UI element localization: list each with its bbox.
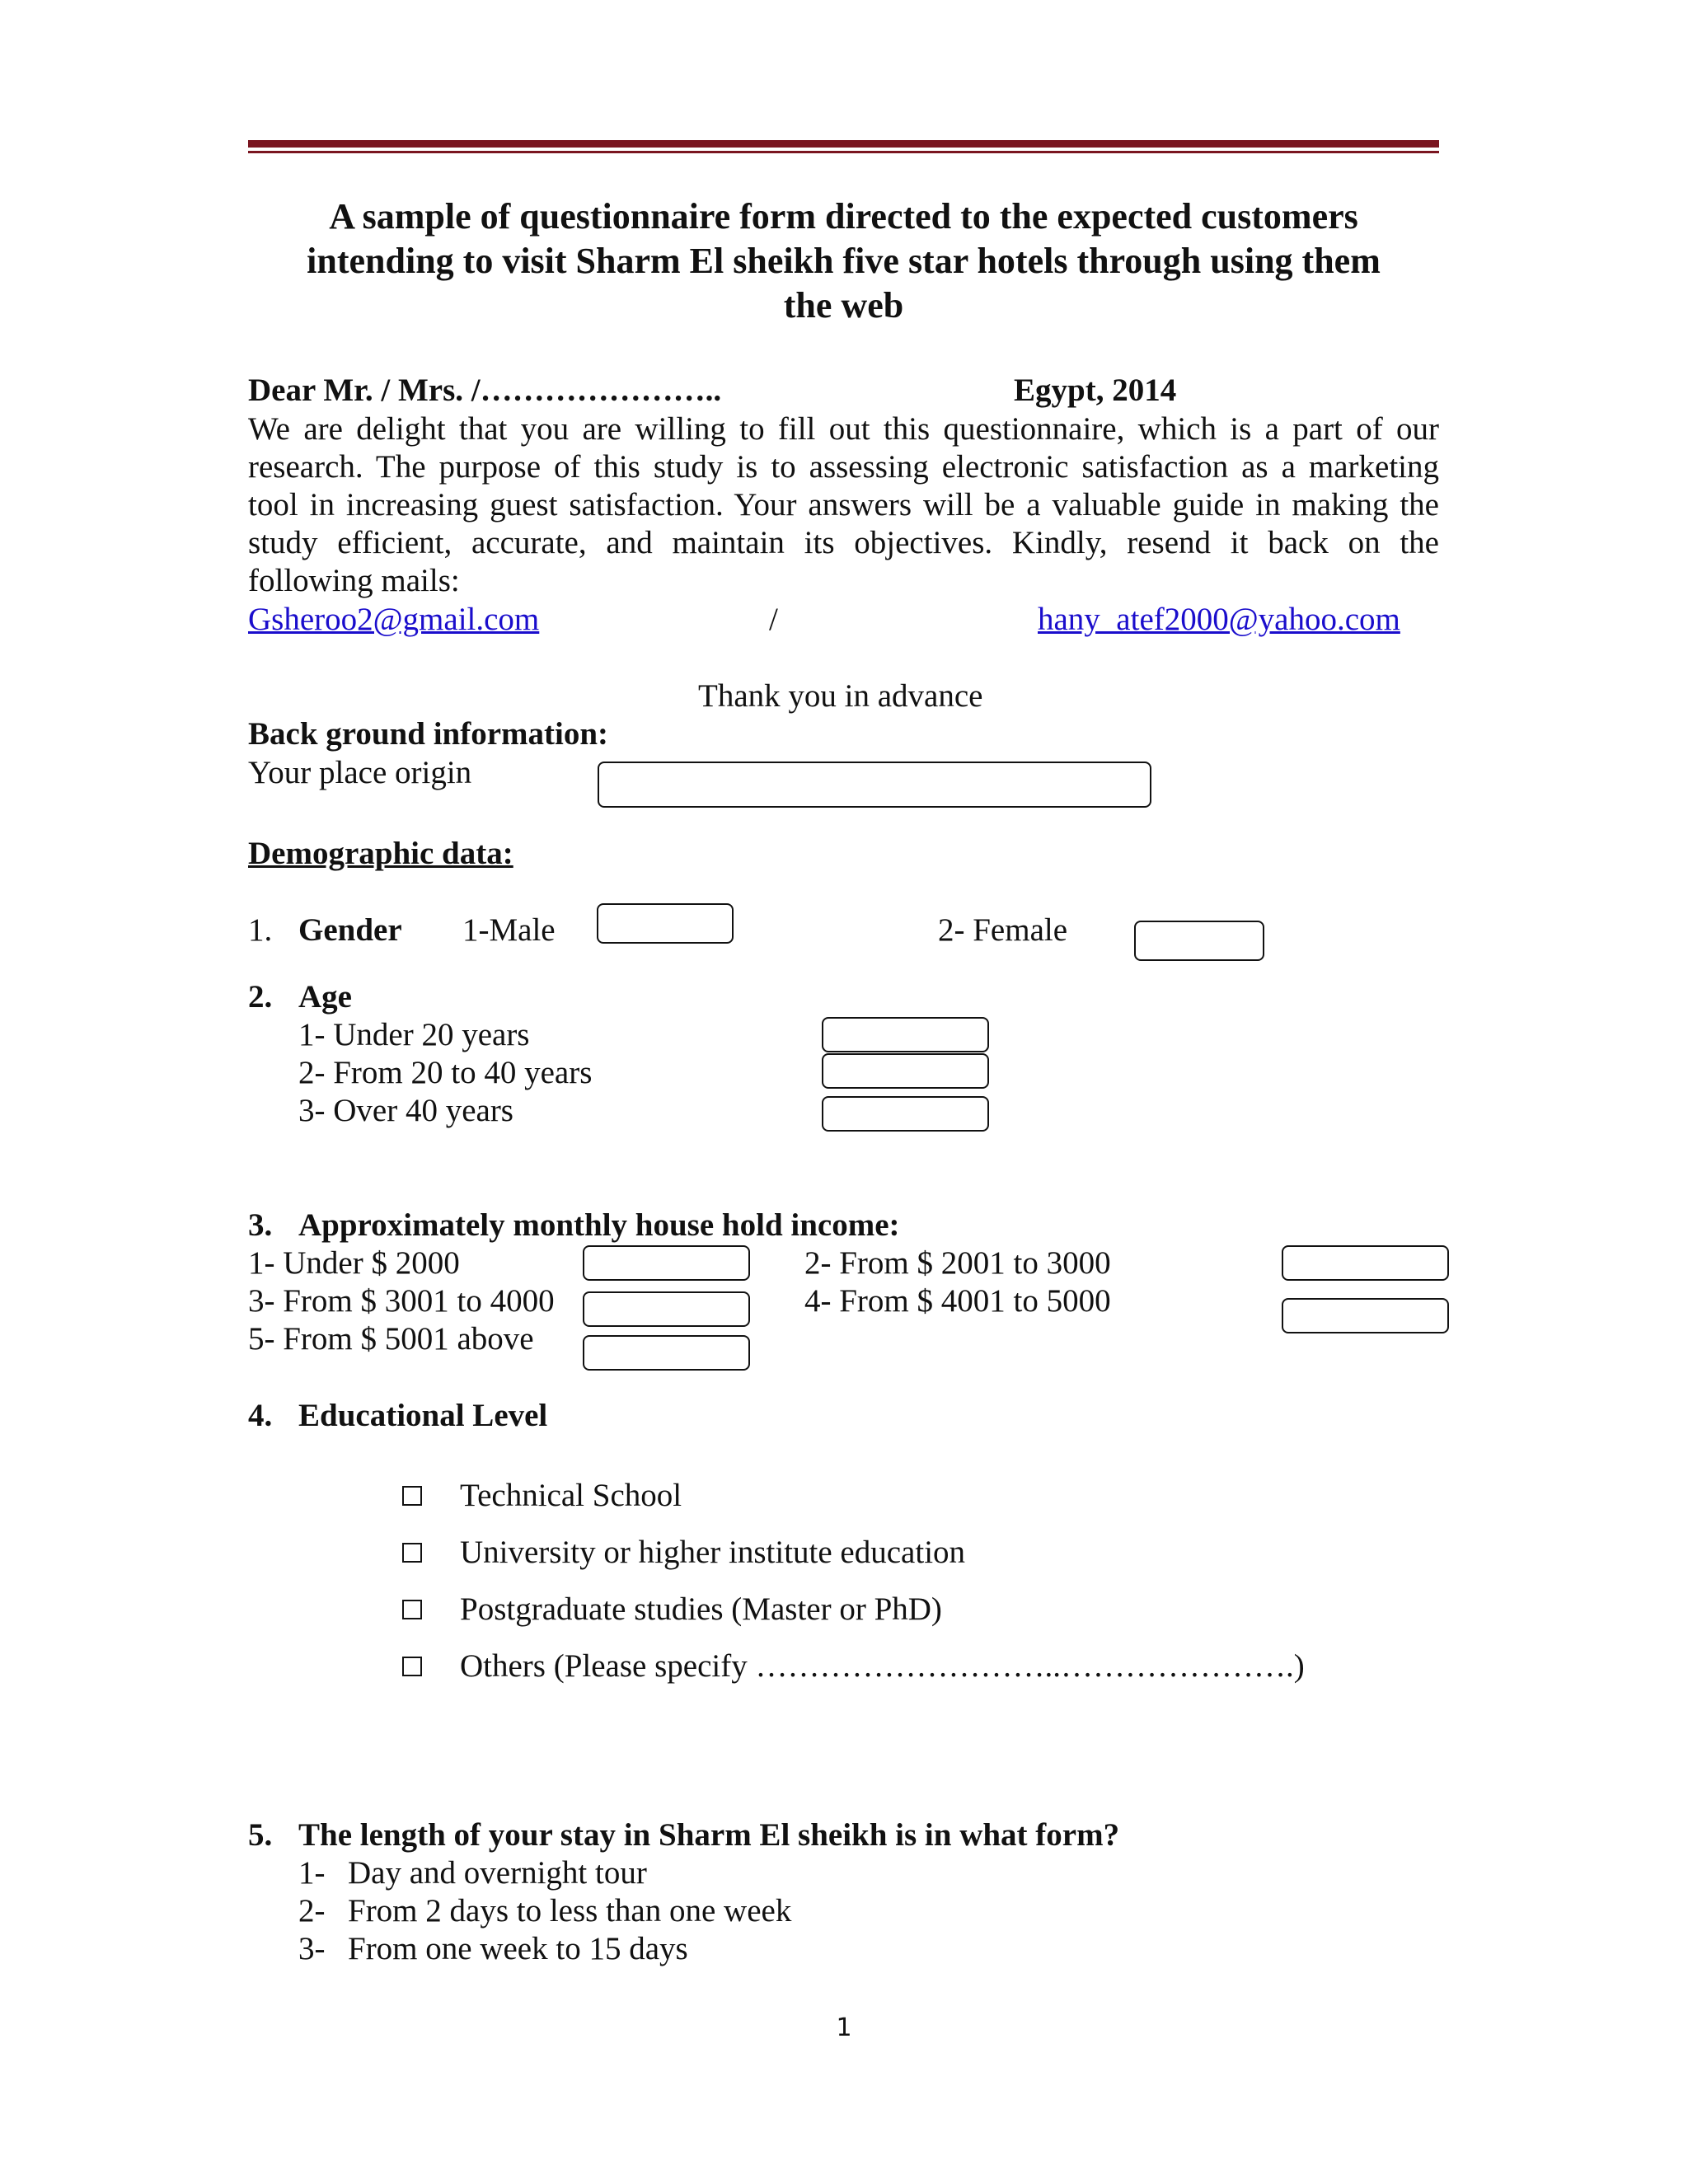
place-origin-label: Your place origin bbox=[248, 755, 472, 790]
header-rule-thick bbox=[248, 140, 1439, 148]
stay-option-3-num: 3- bbox=[298, 1931, 326, 1966]
document-title bbox=[248, 194, 1439, 328]
intro-line: study efficient, accurate, and maintain its objectives. Kindly, resend it back on the bbox=[248, 525, 1439, 560]
thanks-text: Thank you in advance bbox=[698, 678, 983, 714]
education-checkbox-1[interactable] bbox=[402, 1486, 422, 1506]
email-separator: / bbox=[769, 602, 778, 637]
education-checkbox-2[interactable] bbox=[402, 1543, 422, 1563]
gender-male-box[interactable] bbox=[597, 903, 734, 944]
email-link-yahoo[interactable]: hany_atef2000@yahoo.com bbox=[1038, 602, 1400, 637]
income-box-5[interactable] bbox=[583, 1335, 750, 1371]
income-option-2: 2- From $ 2001 to 3000 bbox=[804, 1245, 1111, 1281]
age-option-3: 3- Over 40 years bbox=[298, 1093, 513, 1128]
title-line-3: the web bbox=[783, 285, 904, 326]
income-option-4: 4- From $ 4001 to 5000 bbox=[804, 1283, 1111, 1319]
q4-number: 4. bbox=[248, 1398, 273, 1433]
q3-number: 3. bbox=[248, 1207, 273, 1243]
stay-option-1-num: 1- bbox=[298, 1855, 326, 1891]
place-date: Egypt, 2014 bbox=[1014, 373, 1177, 408]
age-box-3[interactable] bbox=[822, 1096, 989, 1132]
education-option-4: Others (Please specify ………………………..………………….) bbox=[460, 1648, 1305, 1684]
header-rule-thin bbox=[248, 151, 1439, 153]
age-box-2[interactable] bbox=[822, 1053, 989, 1089]
education-option-1: Technical School bbox=[460, 1478, 682, 1513]
q2-number: 2. bbox=[248, 979, 273, 1015]
title-line-1: A sample of questionnaire form directed to the expected customers bbox=[329, 196, 1358, 237]
title-line-2: intending to visit Sharm El sheikh five star hotels through using them bbox=[307, 241, 1381, 281]
stay-option-2-num: 2- bbox=[298, 1893, 326, 1929]
background-heading: Back ground information: bbox=[248, 716, 608, 752]
education-checkbox-4[interactable] bbox=[402, 1657, 422, 1676]
q5-number: 5. bbox=[248, 1817, 273, 1853]
gender-female-label: 2- Female bbox=[938, 912, 1068, 948]
place-origin-input[interactable] bbox=[598, 762, 1151, 808]
income-box-2[interactable] bbox=[1282, 1245, 1449, 1281]
page-number: 1 bbox=[836, 2013, 852, 2042]
q4-label: Educational Level bbox=[298, 1398, 548, 1433]
intro-line: research. The purpose of this study is to assessing electronic satisfaction as a marketing bbox=[248, 449, 1439, 485]
income-box-1[interactable] bbox=[583, 1245, 750, 1281]
income-option-5: 5- From $ 5001 above bbox=[248, 1321, 534, 1357]
age-option-2: 2- From 20 to 40 years bbox=[298, 1055, 593, 1090]
q1-label: Gender bbox=[298, 912, 402, 948]
email-link-gmail[interactable]: Gsheroo2@gmail.com bbox=[248, 602, 540, 637]
stay-option-2: From 2 days to less than one week bbox=[348, 1893, 792, 1929]
q1-number: 1. bbox=[248, 912, 273, 948]
salutation: Dear Mr. / Mrs. /………………….. bbox=[248, 373, 722, 408]
demographic-heading: Demographic data: bbox=[248, 836, 513, 871]
gender-male-label: 1-Male bbox=[462, 912, 556, 948]
education-option-3: Postgraduate studies (Master or PhD) bbox=[460, 1591, 942, 1627]
income-box-3[interactable] bbox=[583, 1291, 750, 1327]
stay-option-1: Day and overnight tour bbox=[348, 1855, 647, 1891]
income-option-3: 3- From $ 3001 to 4000 bbox=[248, 1283, 555, 1319]
stay-option-3: From one week to 15 days bbox=[348, 1931, 688, 1966]
age-option-1: 1- Under 20 years bbox=[298, 1017, 530, 1052]
q5-label: The length of your stay in Sharm El sheikh is in what form? bbox=[298, 1817, 1120, 1853]
age-box-1[interactable] bbox=[822, 1017, 989, 1052]
income-option-1: 1- Under $ 2000 bbox=[248, 1245, 460, 1281]
intro-line: We are delight that you are willing to fill out this questionnaire, which is a part of our bbox=[248, 411, 1439, 447]
gender-female-box[interactable] bbox=[1134, 921, 1264, 961]
education-option-2: University or higher institute education bbox=[460, 1535, 966, 1570]
education-checkbox-3[interactable] bbox=[402, 1600, 422, 1619]
income-box-4[interactable] bbox=[1282, 1298, 1449, 1333]
intro-line: tool in increasing guest satisfaction. Your answers will be a valuable guide in making the bbox=[248, 487, 1439, 523]
q2-label: Age bbox=[298, 979, 352, 1015]
intro-line: following mails: bbox=[248, 563, 460, 598]
intro-paragraph bbox=[248, 410, 1439, 600]
q3-label: Approximately monthly house hold income: bbox=[298, 1207, 900, 1243]
